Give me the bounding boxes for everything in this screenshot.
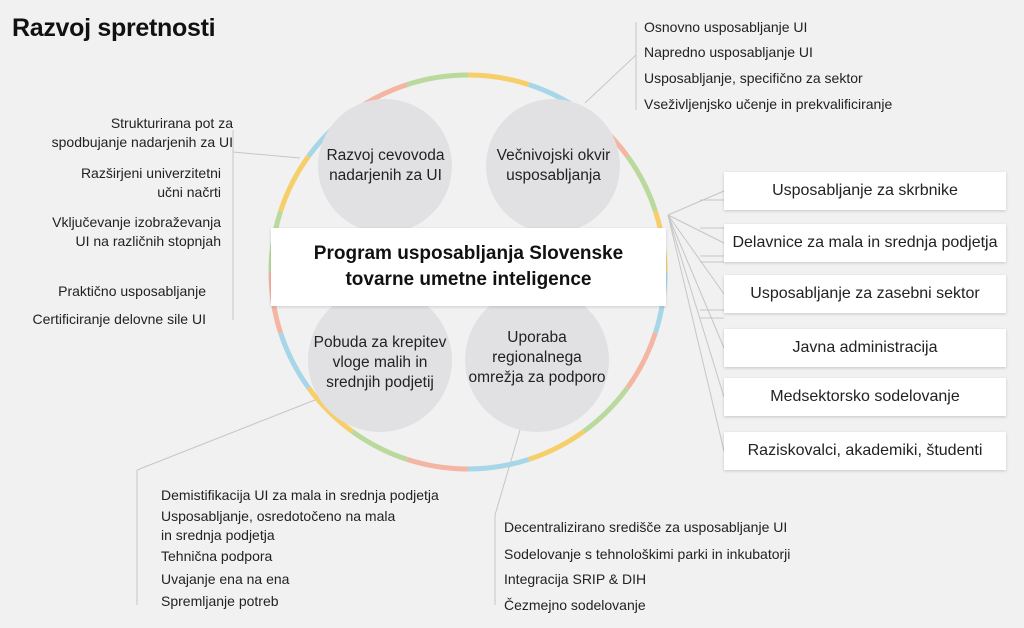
quadrant-line: Pobuda za krepitev xyxy=(313,334,447,351)
quadrant-line: usposabljanja xyxy=(506,167,601,184)
bottom-left-item-line: Uvajanje ena na ena xyxy=(161,571,290,587)
quadrant-line: srednjih podjetij xyxy=(326,374,434,391)
ring-segment xyxy=(529,431,584,459)
ring-segment xyxy=(352,431,407,459)
right-box: Usposabljanje za zasebni sektor xyxy=(724,275,1006,313)
left-item-line: Strukturirana pot za xyxy=(110,115,233,131)
quadrant-line: omrežja za podporo xyxy=(468,369,606,386)
ring-segment xyxy=(407,75,468,85)
top-right-item: Usposabljanje, specifično za sektor xyxy=(644,70,863,86)
quadrant-top-left-label xyxy=(318,146,453,186)
bottom-left-item-line: Tehnična podpora xyxy=(161,548,273,564)
bottom-left-item-line: Spremljanje potreb xyxy=(161,593,279,609)
top-right-item: Vseživljenjsko učenje in prekvalificiranje xyxy=(644,96,893,112)
page-title: Razvoj spretnosti xyxy=(12,14,216,42)
left-item xyxy=(58,282,206,301)
left-item xyxy=(81,164,221,202)
bottom-right-item: Sodelovanje s tehnološkimi parki in inkubatorji xyxy=(504,546,791,562)
connector-line xyxy=(668,215,724,451)
connector-line xyxy=(668,215,724,243)
bottom-right-item: Integracija SRIP & DIH xyxy=(504,571,647,587)
right-box: Javna administracija xyxy=(724,329,1006,367)
ring-segment xyxy=(468,459,529,469)
bottom-left-item xyxy=(161,570,289,589)
ring-segment xyxy=(627,156,655,211)
bottom-right-item: Čezmejno sodelovanje xyxy=(504,597,646,613)
connector-line xyxy=(668,215,724,397)
ring-segment xyxy=(468,75,529,85)
left-item-line: Razširjeni univerzitetni xyxy=(80,165,221,181)
quadrant-line: nadarjenih za UI xyxy=(329,167,442,184)
connector-line xyxy=(495,430,520,515)
connector-line xyxy=(585,55,636,103)
quadrant-top-right-label xyxy=(486,146,621,186)
right-box: Raziskovalci, akademiki, študenti xyxy=(724,432,1006,470)
left-item-line: Certificiranje delovne sile UI xyxy=(32,311,206,327)
connector-line xyxy=(668,191,724,215)
bottom-left-item-line: Demistifikacija UI za mala in srednja podjetja xyxy=(161,487,439,503)
quadrant-line: regionalnega xyxy=(492,349,582,366)
bottom-left-item-line: in srednja podjetja xyxy=(161,527,275,543)
quadrant-bottom-left-label xyxy=(305,333,455,393)
connector-line xyxy=(137,398,320,470)
bottom-left-item xyxy=(161,486,439,505)
quadrant-line: Uporaba xyxy=(507,329,567,346)
left-item-line: UI na različnih stopnjah xyxy=(75,233,221,249)
quadrant-bottom-right-label xyxy=(462,328,612,388)
right-box: Usposabljanje za skrbnike xyxy=(724,172,1006,210)
left-item xyxy=(52,114,233,152)
right-box: Medsektorsko sodelovanje xyxy=(724,378,1006,416)
quadrant-line: Razvoj cevovoda xyxy=(326,147,445,164)
left-item-line: spodbujanje nadarjenih za UI xyxy=(51,134,233,150)
left-item-line: učni načrti xyxy=(157,184,221,200)
connector-line xyxy=(233,152,300,158)
center-title-line: Program usposabljanja Slovenske xyxy=(313,243,624,264)
ring-segment xyxy=(407,459,468,469)
quadrant-line: vloge malih in xyxy=(332,354,428,371)
ring-segment xyxy=(281,156,309,211)
ring-segment xyxy=(627,333,655,388)
bottom-left-item xyxy=(161,592,279,611)
top-right-item: Napredno usposabljanje UI xyxy=(644,44,813,60)
left-item-line: Vključevanje izobraževanja xyxy=(52,214,221,230)
left-item xyxy=(32,310,206,329)
quadrant-line: Večnivojski okvir xyxy=(496,147,611,164)
bottom-left-item xyxy=(161,547,272,566)
bottom-left-item-line: Usposabljanje, osredotočeno na mala xyxy=(161,508,396,524)
center-banner xyxy=(271,228,666,306)
bottom-left-item xyxy=(161,507,395,545)
center-title-line: tovarne umetne inteligence xyxy=(345,269,592,290)
bottom-right-item: Decentralizirano središče za usposabljanje UI xyxy=(504,519,788,535)
left-item xyxy=(52,213,221,251)
right-box: Delavnice za mala in srednja podjetja xyxy=(724,224,1006,262)
left-item-line: Praktično usposabljanje xyxy=(58,283,206,299)
top-right-item: Osnovno usposabljanje UI xyxy=(644,19,808,35)
